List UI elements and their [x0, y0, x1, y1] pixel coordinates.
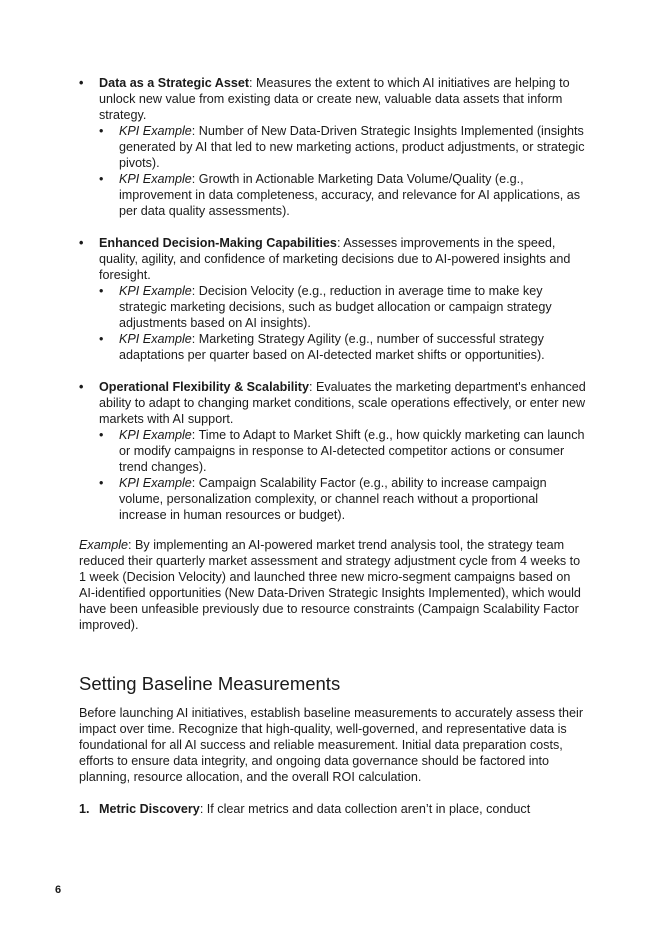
kpi-text: : Growth in Actionable Marketing Data Volume/Quality (e.g., improvement in data completeness, accuracy, and relevance for AI applications, as per data quality assessments). — [119, 172, 581, 218]
sub-bullet-marker: • — [99, 284, 104, 298]
sub-bullet-marker: • — [99, 172, 104, 186]
bullet-item-data-strategic-asset — [79, 75, 589, 123]
kpi-item — [79, 123, 589, 171]
kpi-item — [79, 427, 589, 475]
kpi-item — [79, 171, 589, 219]
kpi-label: KPI Example — [119, 284, 192, 298]
kpi-text: : Campaign Scalability Factor (e.g., ability to increase campaign volume, personalization complexity, or channel reach without a proportional increase in human resources or budget). — [119, 476, 547, 522]
bullet-text: : Assesses improvements in the speed, quality, agility, and confidence of marketing decisions due to AI-powered insights and foresight. — [99, 236, 571, 282]
sub-bullet-marker: • — [99, 428, 104, 442]
bullet-item-operational-flexibility — [79, 379, 589, 427]
sub-bullet-marker: • — [99, 124, 104, 138]
bullet-item-decision-making — [79, 235, 589, 283]
kpi-item — [79, 283, 589, 331]
kpi-label: KPI Example — [119, 332, 192, 346]
item-text: : If clear metrics and data collection aren’t in place, conduct — [199, 802, 531, 816]
page-number: 6 — [55, 884, 62, 896]
sub-bullet-marker: • — [99, 332, 104, 346]
kpi-item — [79, 475, 589, 523]
bullet-title: Enhanced Decision-Making Capabilities — [99, 236, 337, 250]
kpi-label: KPI Example — [119, 124, 192, 138]
section-intro: Before launching AI initiatives, establish baseline measurements to accurately assess their impact over time. Recognize that high-quality, well-governed, and representative data is foundational for all AI success and reliable measurement. Initial data preparation costs, efforts to ensure data integrity, and ongoing data governance should be factored into planning, resource allocation, and the overall ROI calculation. — [79, 706, 584, 784]
bullet-marker: • — [79, 380, 84, 394]
kpi-text: : Time to Adapt to Market Shift (e.g., how quickly marketing can launch or modify campaigns in response to AI-detected competitor actions or consumer trend changes). — [119, 428, 585, 474]
page-content — [79, 75, 589, 817]
kpi-label: KPI Example — [119, 476, 192, 490]
bullet-marker: • — [79, 76, 84, 90]
section-heading: Setting Baseline Measurements — [79, 673, 341, 694]
sub-bullet-marker: • — [99, 476, 104, 490]
item-title: Metric Discovery — [99, 802, 200, 816]
example-label: Example — [79, 538, 128, 552]
kpi-label: KPI Example — [119, 172, 192, 186]
example-paragraph — [79, 537, 589, 633]
kpi-label: KPI Example — [119, 428, 192, 442]
kpi-text: : Decision Velocity (e.g., reduction in average time to make key strategic marketing decisions, such as budget allocation or campaign strategy adjustments based on AI insights). — [119, 284, 552, 330]
bullet-marker: • — [79, 236, 84, 250]
kpi-item — [79, 331, 589, 363]
kpi-text: : Marketing Strategy Agility (e.g., number of successful strategy adaptations per quarter based on AI-detected market shifts or opportunities). — [119, 332, 545, 362]
bullet-text: : Evaluates the marketing department's enhanced ability to adapt to changing market conditions, scale operations effectively, or enter new markets with AI support. — [99, 380, 586, 426]
bullet-title: Operational Flexibility & Scalability — [99, 380, 309, 394]
bullet-title: Data as a Strategic Asset — [99, 76, 250, 90]
numbered-item-metric-discovery — [79, 801, 589, 817]
example-text: : By implementing an AI-powered market trend analysis tool, the strategy team reduced their quarterly market assessment and strategy adjustment cycle from 4 weeks to 1 week (Decision Velocity) and launched three new micro-segment campaigns based on AI-identified opportunities (New Data-Driven Strategic Insights Implemented), which would have been unfeasible previously due to resource constraints (Campaign Scalability Factor improved). — [79, 538, 581, 632]
bullet-text: : Measures the extent to which AI initiatives are helping to unlock new value from existing data or create new, valuable data assets that inform strategy. — [99, 76, 570, 122]
item-number: 1. — [79, 802, 90, 816]
kpi-text: : Number of New Data-Driven Strategic Insights Implemented (insights generated by AI that led to new marketing actions, product adjustments, or strategic pivots). — [119, 124, 585, 170]
